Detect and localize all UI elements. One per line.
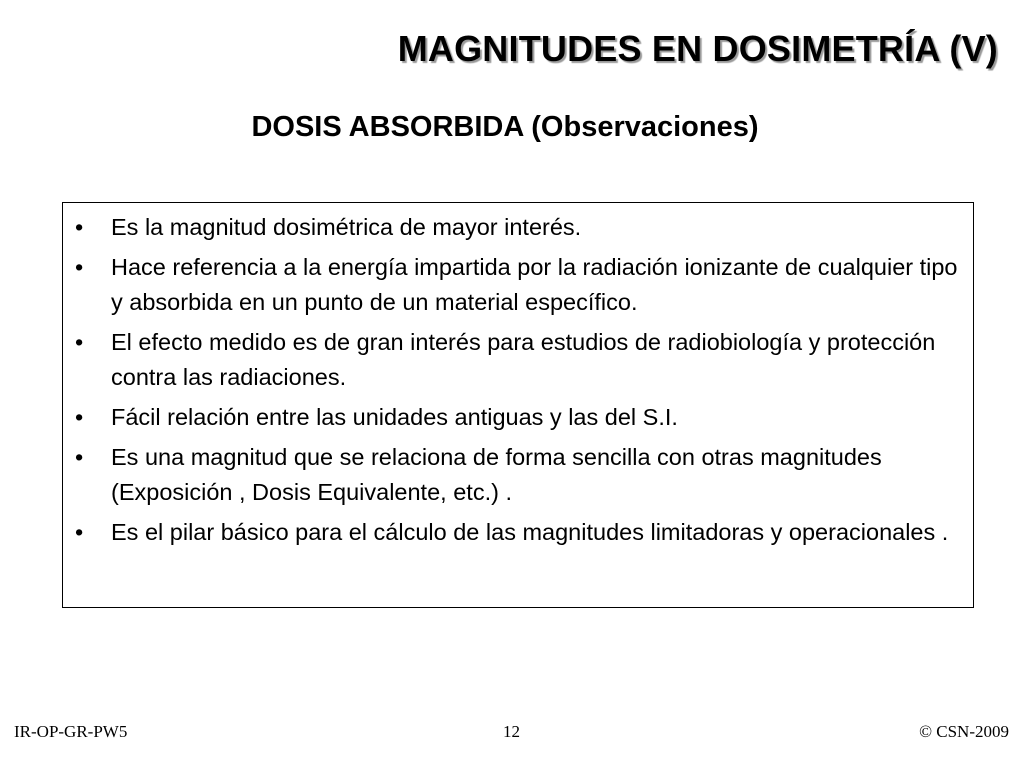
slide-subtitle: DOSIS ABSORBIDA (Observaciones) [251,111,759,143]
observations-box [62,202,974,608]
list-item-text: Hace referencia a la energía impartida por la radiación ionizante de cualquier tipo y absorbida en un punto de un material específico. [111,254,958,315]
list-item [73,210,959,245]
list-item-text: El efecto medido es de gran interés para estudios de radiobiología y protección contra las radiaciones. [111,329,936,390]
footer-document-code: IR-OP-GR-PW5 [14,722,128,741]
bullet-icon: • [75,444,84,470]
list-item [73,515,959,550]
list-item [73,400,959,435]
bullet-icon: • [75,214,84,240]
list-item [73,325,959,395]
footer-copyright: © CSN-2009 [919,722,1009,741]
bullet-icon: • [75,254,84,280]
list-item-text: Es el pilar básico para el cálculo de las magnitudes limitadoras y operacionales . [111,519,949,545]
bullet-icon: • [75,329,84,355]
bullet-icon: • [75,404,84,430]
list-item-text: Es una magnitud que se relaciona de forma sencilla con otras magnitudes (Exposición , Dosis Equivalente, etc.) . [111,444,882,505]
slide-title: MAGNITUDES EN DOSIMETRÍA (V) [397,28,998,69]
bullet-icon: • [75,519,84,545]
list-item-text: Es la magnitud dosimétrica de mayor interés. [111,214,582,240]
observations-list [73,210,959,550]
list-item-text: Fácil relación entre las unidades antiguas y las del S.I. [111,404,678,430]
list-item [73,440,959,510]
footer-page-number: 12 [503,722,520,741]
list-item [73,250,959,320]
